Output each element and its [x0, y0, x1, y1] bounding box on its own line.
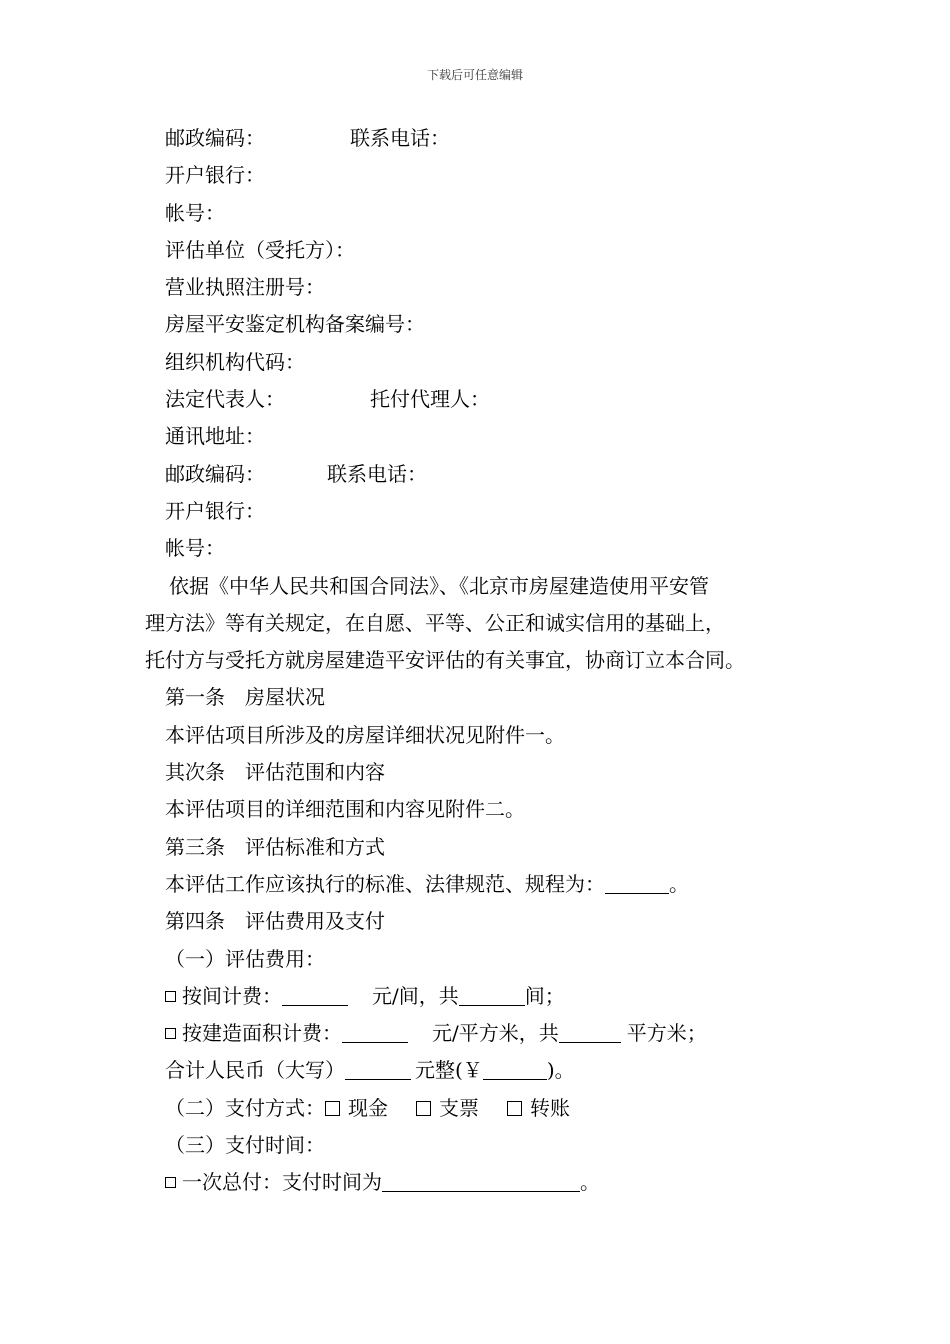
- total-end: )。: [546, 1058, 575, 1083]
- page-header: 下载后可任意编辑: [426, 68, 523, 82]
- payment-method-label: （二）支付方式：: [165, 1095, 325, 1120]
- article-1-body: 本评估项目所涉及的房屋详细状况见附件一。: [165, 722, 565, 747]
- license-number-line: 营业执照注册号：: [165, 275, 325, 300]
- assessor-account-line: 帐号：: [165, 536, 225, 561]
- option-check: 支票: [439, 1095, 479, 1120]
- phone-label: 联系电话：: [350, 126, 450, 150]
- contract-body: [145, 120, 825, 1202]
- intro-paragraph-line-3: 托付方与受托方就房屋建造平安评估的有关事宜，协商订立本合同。: [145, 648, 745, 673]
- lump-sum-label: 一次总付：支付时间为: [182, 1170, 382, 1195]
- intro-paragraph-line-2: 理方法》等有关规定，在自愿、平等、公正和诚实信用的基础上，: [145, 610, 725, 635]
- assessor-bank-line: 开户银行：: [165, 498, 265, 523]
- per-room-end: 间；: [524, 983, 565, 1008]
- area-blank[interactable]: [559, 1022, 621, 1043]
- checkbox-icon[interactable]: [165, 991, 176, 1002]
- per-area-price-blank[interactable]: [342, 1022, 408, 1043]
- phone-label: 联系电话：: [327, 461, 427, 486]
- assessor-postal-phone-line: [145, 456, 825, 493]
- total-label: 合计人民币（大写）: [165, 1058, 345, 1083]
- total-words-blank[interactable]: [345, 1059, 411, 1080]
- room-count-blank[interactable]: [459, 985, 525, 1006]
- client-account-line: 帐号：: [165, 200, 225, 225]
- legal-rep-agent-line: [145, 381, 825, 418]
- per-area-label: 按建造面积计费：: [182, 1021, 342, 1046]
- legal-rep-label: 法定代表人：: [165, 387, 285, 412]
- article-2-body: 本评估项目的详细范围和内容见附件二。: [165, 797, 525, 822]
- filing-number-line: 房屋平安鉴定机构备案编号：: [165, 312, 425, 337]
- article-4-title: 第四条 评估费用及支付: [165, 909, 385, 934]
- address-line: 通讯地址：: [165, 424, 265, 449]
- lump-sum-line: [145, 1164, 825, 1201]
- total-mid: 元整(￥: [415, 1058, 483, 1083]
- standards-blank[interactable]: [605, 873, 669, 894]
- period: 。: [669, 871, 689, 896]
- per-room-unit: 元/间，共: [372, 983, 459, 1008]
- per-room-fee-line: [145, 978, 825, 1015]
- checkbox-icon[interactable]: [165, 1177, 176, 1188]
- fee-section-title: （一）评估费用：: [165, 946, 325, 971]
- checkbox-icon[interactable]: [507, 1101, 522, 1116]
- per-area-unit: 元/平方米，共: [432, 1021, 559, 1046]
- checkbox-icon[interactable]: [325, 1101, 340, 1116]
- payment-time-blank[interactable]: [382, 1171, 580, 1192]
- article-2-title: 其次条 评估范围和内容: [165, 760, 385, 785]
- payment-method-line: [145, 1090, 825, 1127]
- agent-label: 托付代理人：: [370, 387, 490, 412]
- org-code-line: 组织机构代码：: [165, 349, 305, 374]
- option-transfer: 转账: [530, 1095, 570, 1120]
- period: 。: [580, 1170, 600, 1195]
- option-cash: 现金: [348, 1095, 388, 1120]
- total-fee-line: [145, 1052, 825, 1089]
- postal-code-label: 邮政编码：: [165, 461, 265, 486]
- article-3-body: [145, 866, 825, 903]
- standards-label: 本评估工作应该执行的标准、法律规范、规程为：: [165, 871, 605, 896]
- assessor-title-line: 评估单位（受托方）：: [165, 237, 355, 262]
- total-amount-blank[interactable]: [483, 1059, 547, 1080]
- postal-code-label: 邮政编码：: [165, 126, 265, 150]
- client-postal-phone-line: [145, 120, 825, 157]
- per-area-end: 平方米；: [626, 1021, 707, 1046]
- payment-time-title: （三）支付时间：: [165, 1133, 325, 1158]
- per-area-fee-line: [145, 1015, 825, 1052]
- intro-paragraph-line-1: 依据《中华人民共和国合同法》、《北京市房屋建造使用平安管: [169, 573, 709, 598]
- client-bank-line: 开户银行：: [165, 163, 265, 188]
- per-room-price-blank[interactable]: [282, 985, 348, 1006]
- article-1-title: 第一条 房屋状况: [165, 685, 325, 710]
- checkbox-icon[interactable]: [165, 1028, 176, 1039]
- article-3-title: 第三条 评估标准和方式: [165, 834, 385, 859]
- per-room-label: 按间计费：: [182, 983, 282, 1008]
- checkbox-icon[interactable]: [416, 1101, 431, 1116]
